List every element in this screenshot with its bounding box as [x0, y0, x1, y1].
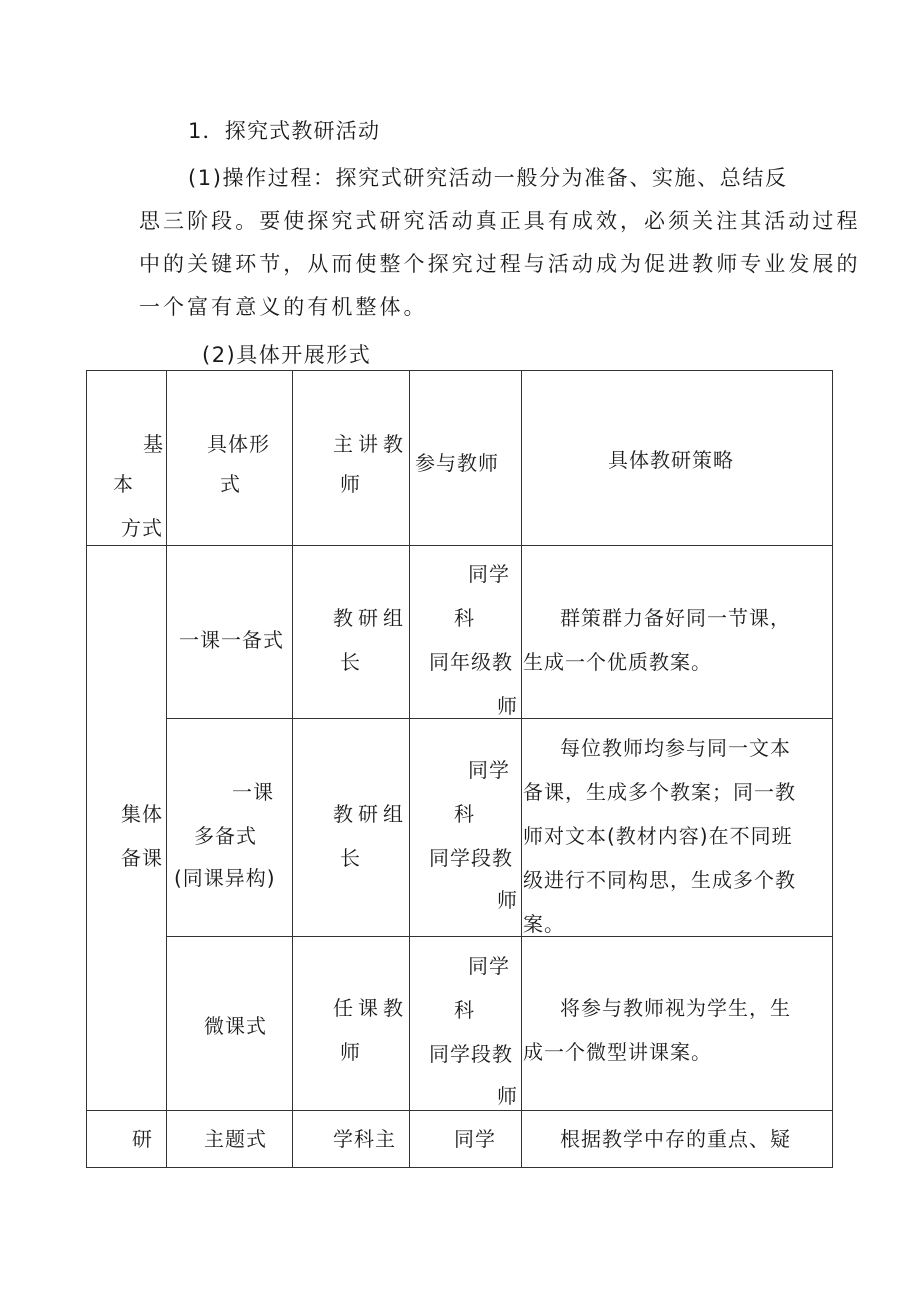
- header-strategy: 具体教研策略: [608, 448, 734, 472]
- header-participants: 参与教师: [415, 451, 499, 475]
- row1-strategy: 生成一个优质教案。: [523, 650, 712, 674]
- row2-form: 多备式: [194, 824, 257, 848]
- row3-participants: 同学段教: [429, 1042, 513, 1066]
- row3-form: 微课式: [204, 1014, 267, 1038]
- row3-lead: 师: [340, 1040, 361, 1064]
- paragraph-line: 中的关键环节，从而使整个探究过程与活动成为促进教师专业发展的: [139, 252, 861, 276]
- last-row-form: 主题式: [204, 1127, 267, 1151]
- row1-participants: 师: [497, 694, 518, 718]
- row1-strategy: 群策群力备好同一节课，: [560, 606, 791, 630]
- paragraph-line: 思三阶段。要使探究式研究活动真正具有成效，必须关注其活动过程: [139, 209, 861, 233]
- row2-strategy: 案。: [523, 912, 565, 936]
- last-row-strategy: 根据教学中存的重点、疑: [560, 1127, 791, 1151]
- paragraph-line: (1)操作过程：探究式研究活动一般分为准备、实施、总结反: [188, 166, 788, 190]
- row1-lead: 教研组: [333, 606, 408, 630]
- row2-participants: 同学段教: [429, 846, 513, 870]
- group-label: 备课: [121, 846, 163, 870]
- row1-participants: 科: [454, 606, 475, 630]
- last-row-lead: 学科主: [333, 1127, 396, 1151]
- row3-participants: 科: [454, 998, 475, 1022]
- table-border: [409, 370, 410, 1168]
- row1-participants: 同年级教: [429, 650, 513, 674]
- paragraph-line: 一个富有意义的有机整体。: [139, 295, 428, 319]
- table-border: [86, 370, 833, 371]
- table-border: [166, 718, 833, 719]
- row2-strategy: 备课，生成多个教案；同一教: [523, 780, 796, 804]
- table-border: [166, 370, 167, 1168]
- row3-strategy: 成一个微型讲课案。: [523, 1040, 712, 1064]
- table-border: [86, 545, 833, 546]
- last-row-mode: 研: [132, 1127, 153, 1151]
- row2-form: (同课异构): [174, 866, 276, 890]
- row2-participants: 科: [454, 802, 475, 826]
- row1-participants: 同学: [468, 562, 510, 586]
- header-lead-teacher: 主讲教: [333, 432, 408, 456]
- row2-lead: 教研组: [333, 802, 408, 826]
- row3-participants: 师: [497, 1084, 518, 1108]
- row2-participants: 同学: [468, 758, 510, 782]
- row3-strategy: 将参与教师视为学生，生: [560, 996, 791, 1020]
- section-heading: 1．探究式教研活动: [188, 119, 381, 143]
- header-form: 具体形: [207, 432, 270, 456]
- header-basic-mode: 本: [113, 472, 134, 496]
- last-row-participants: 同学: [454, 1127, 496, 1151]
- table-border: [292, 370, 293, 1168]
- row1-lead: 长: [340, 650, 361, 674]
- table-border: [521, 370, 522, 1168]
- table-border: [86, 1110, 833, 1111]
- header-basic-mode: 方式: [121, 516, 163, 540]
- activity-forms-table: [86, 370, 833, 1168]
- group-label: 集体: [121, 802, 163, 826]
- table-border: [832, 370, 833, 1168]
- row2-form: 一课: [232, 780, 274, 804]
- row2-strategy: 师对文本(教材内容)在不同班: [523, 824, 793, 848]
- row2-strategy: 级进行不同构思，生成多个教: [523, 868, 796, 892]
- header-lead-teacher: 师: [340, 472, 361, 496]
- subheading: (2)具体开展形式: [202, 343, 372, 367]
- table-border: [86, 370, 87, 1168]
- row2-participants: 师: [497, 888, 518, 912]
- row1-form: 一课一备式: [179, 628, 284, 652]
- row3-participants: 同学: [468, 954, 510, 978]
- row2-lead: 长: [340, 846, 361, 870]
- row2-strategy: 每位教师均参与同一文本: [560, 736, 791, 760]
- header-form: 式: [220, 472, 241, 496]
- row3-lead: 任课教: [333, 996, 408, 1020]
- header-basic-mode: 基: [143, 432, 164, 456]
- table-border: [86, 1167, 833, 1168]
- table-border: [166, 936, 833, 937]
